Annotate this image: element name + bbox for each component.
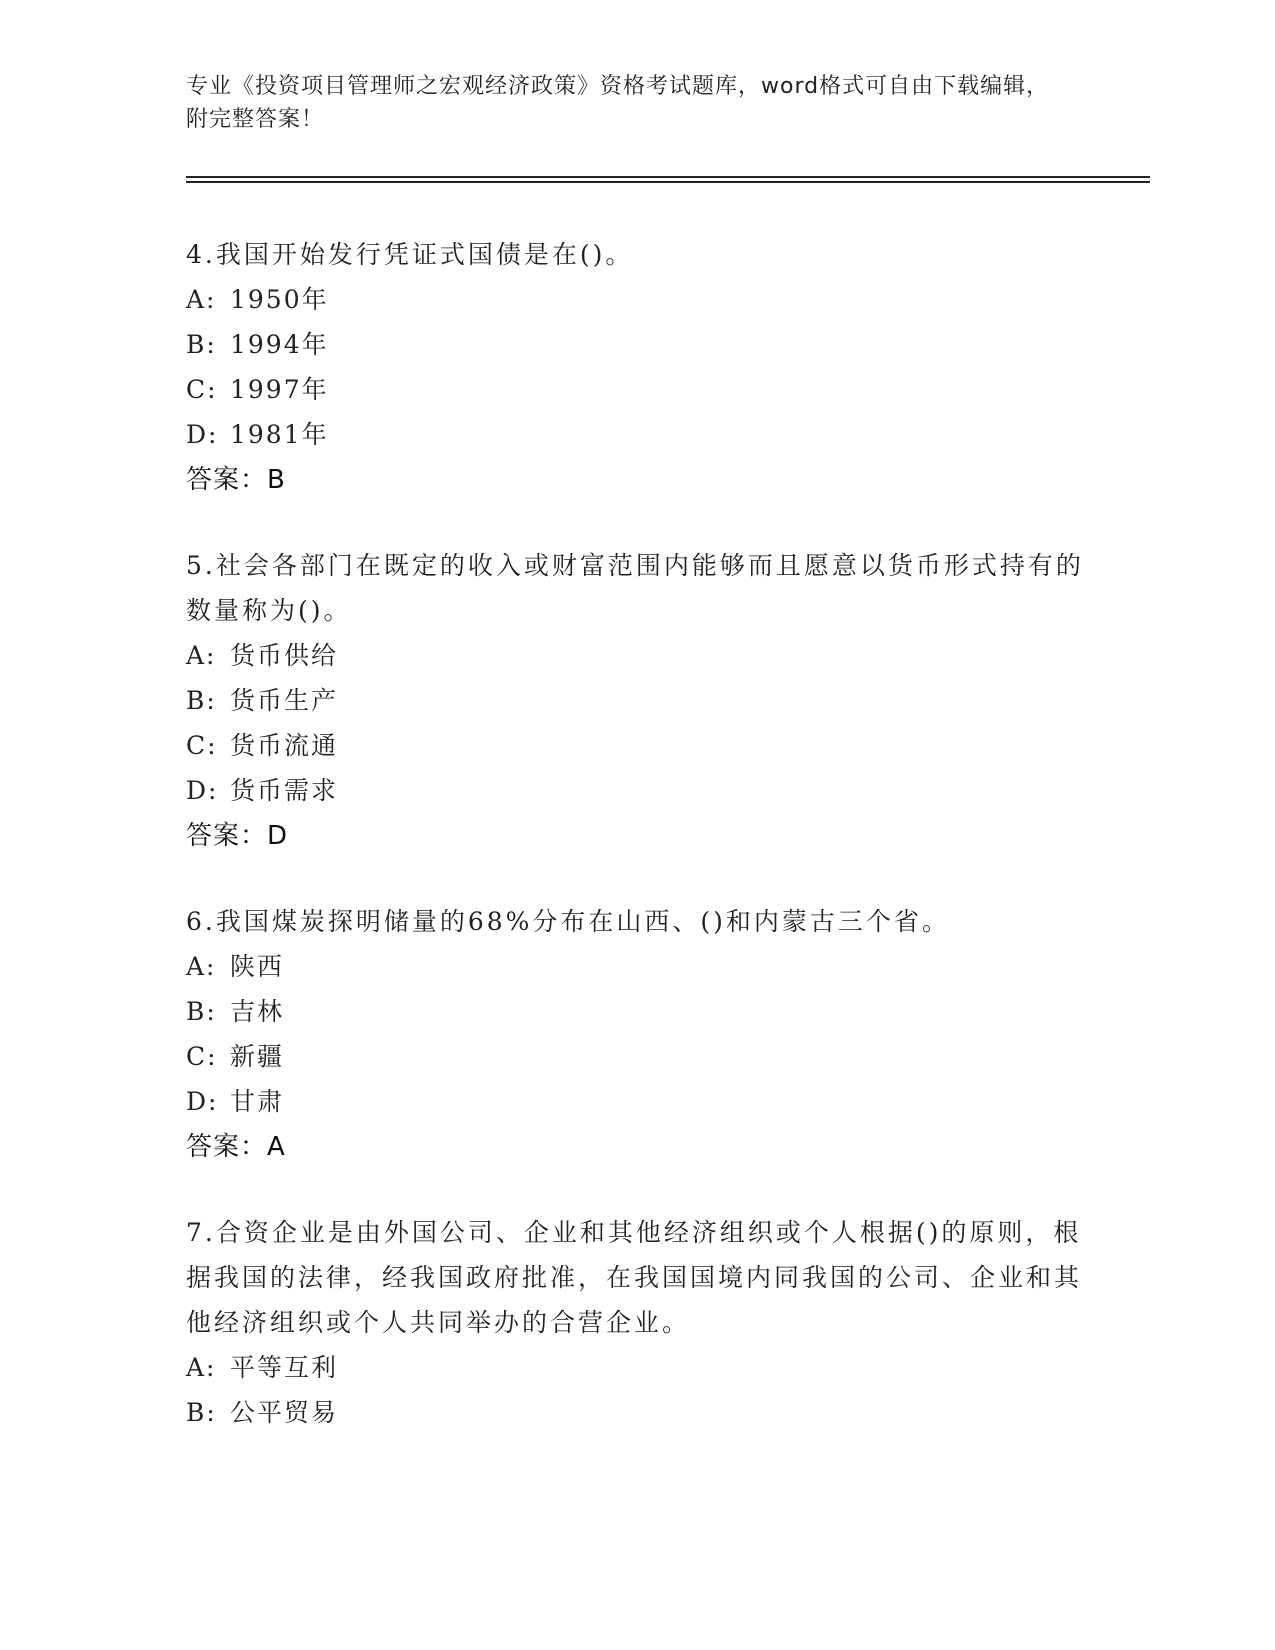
option-key: B:	[186, 1398, 217, 1427]
header-divider-bottom	[186, 181, 1150, 183]
option-text: 1981年	[230, 420, 329, 449]
option-key: B:	[186, 997, 217, 1026]
question-stem: 6.我国煤炭探明储量的68%分布在山西、()和内蒙古三个省。	[186, 907, 950, 936]
option-text: 1994年	[230, 330, 329, 359]
option-text: 吉林	[230, 997, 285, 1026]
option-text: 1997年	[230, 375, 329, 404]
option-key: A:	[186, 641, 217, 670]
option-a	[186, 944, 1086, 989]
option-key: A:	[186, 285, 217, 314]
answer-line: 答案：B	[186, 465, 286, 495]
question-item	[186, 543, 1086, 859]
option-text: 货币流通	[230, 731, 339, 760]
option-key: D:	[186, 420, 219, 449]
option-key: B:	[186, 330, 217, 359]
question-item	[186, 1210, 1086, 1435]
option-d	[186, 412, 1086, 457]
option-b	[186, 1390, 1086, 1435]
answer-line: 答案：A	[186, 1132, 286, 1162]
option-text: 新疆	[230, 1042, 285, 1071]
option-text: 陕西	[230, 952, 285, 981]
option-key: A:	[186, 1353, 217, 1382]
question-stem: 7.合资企业是由外国公司、企业和其他经济组织或个人根据()的原则，根据我国的法律，经我国政府批准，在我国国境内同我国的公司、企业和其他经济组织或个人共同举办的合营企业。	[186, 1218, 1083, 1337]
option-c	[186, 367, 1086, 412]
option-b	[186, 322, 1086, 367]
option-b	[186, 678, 1086, 723]
question-stem: 5.社会各部门在既定的收入或财富范围内能够而且愿意以货币形式持有的数量称为()。	[186, 551, 1084, 625]
option-key: C:	[186, 375, 218, 404]
option-text: 平等互利	[230, 1353, 339, 1382]
option-key: A:	[186, 952, 217, 981]
option-text: 公平贸易	[230, 1398, 339, 1427]
option-a	[186, 633, 1086, 678]
option-d	[186, 768, 1086, 813]
header-divider-top	[186, 176, 1150, 178]
question-item	[186, 232, 1086, 503]
answer-line: 答案：D	[186, 821, 289, 851]
question-item	[186, 899, 1086, 1170]
option-text: 货币生产	[230, 686, 339, 715]
option-b	[186, 989, 1086, 1034]
option-text: 1950年	[230, 285, 329, 314]
option-c	[186, 723, 1086, 768]
option-key: D:	[186, 1087, 219, 1116]
option-key: D:	[186, 776, 219, 805]
option-key: C:	[186, 1042, 218, 1071]
document-header: 专业《投资项目管理师之宏观经济政策》资格考试题库，word格式可自由下载编辑，附完整答案！	[186, 74, 1050, 132]
option-d	[186, 1079, 1086, 1124]
option-key: C:	[186, 731, 218, 760]
option-a	[186, 1345, 1086, 1390]
question-stem: 4.我国开始发行凭证式国债是在()。	[186, 240, 634, 269]
option-key: B:	[186, 686, 217, 715]
option-a	[186, 277, 1086, 322]
question-list	[186, 232, 1086, 1475]
option-text: 货币供给	[230, 641, 339, 670]
option-text: 货币需求	[230, 776, 339, 805]
option-c	[186, 1034, 1086, 1079]
option-text: 甘肃	[230, 1087, 285, 1116]
